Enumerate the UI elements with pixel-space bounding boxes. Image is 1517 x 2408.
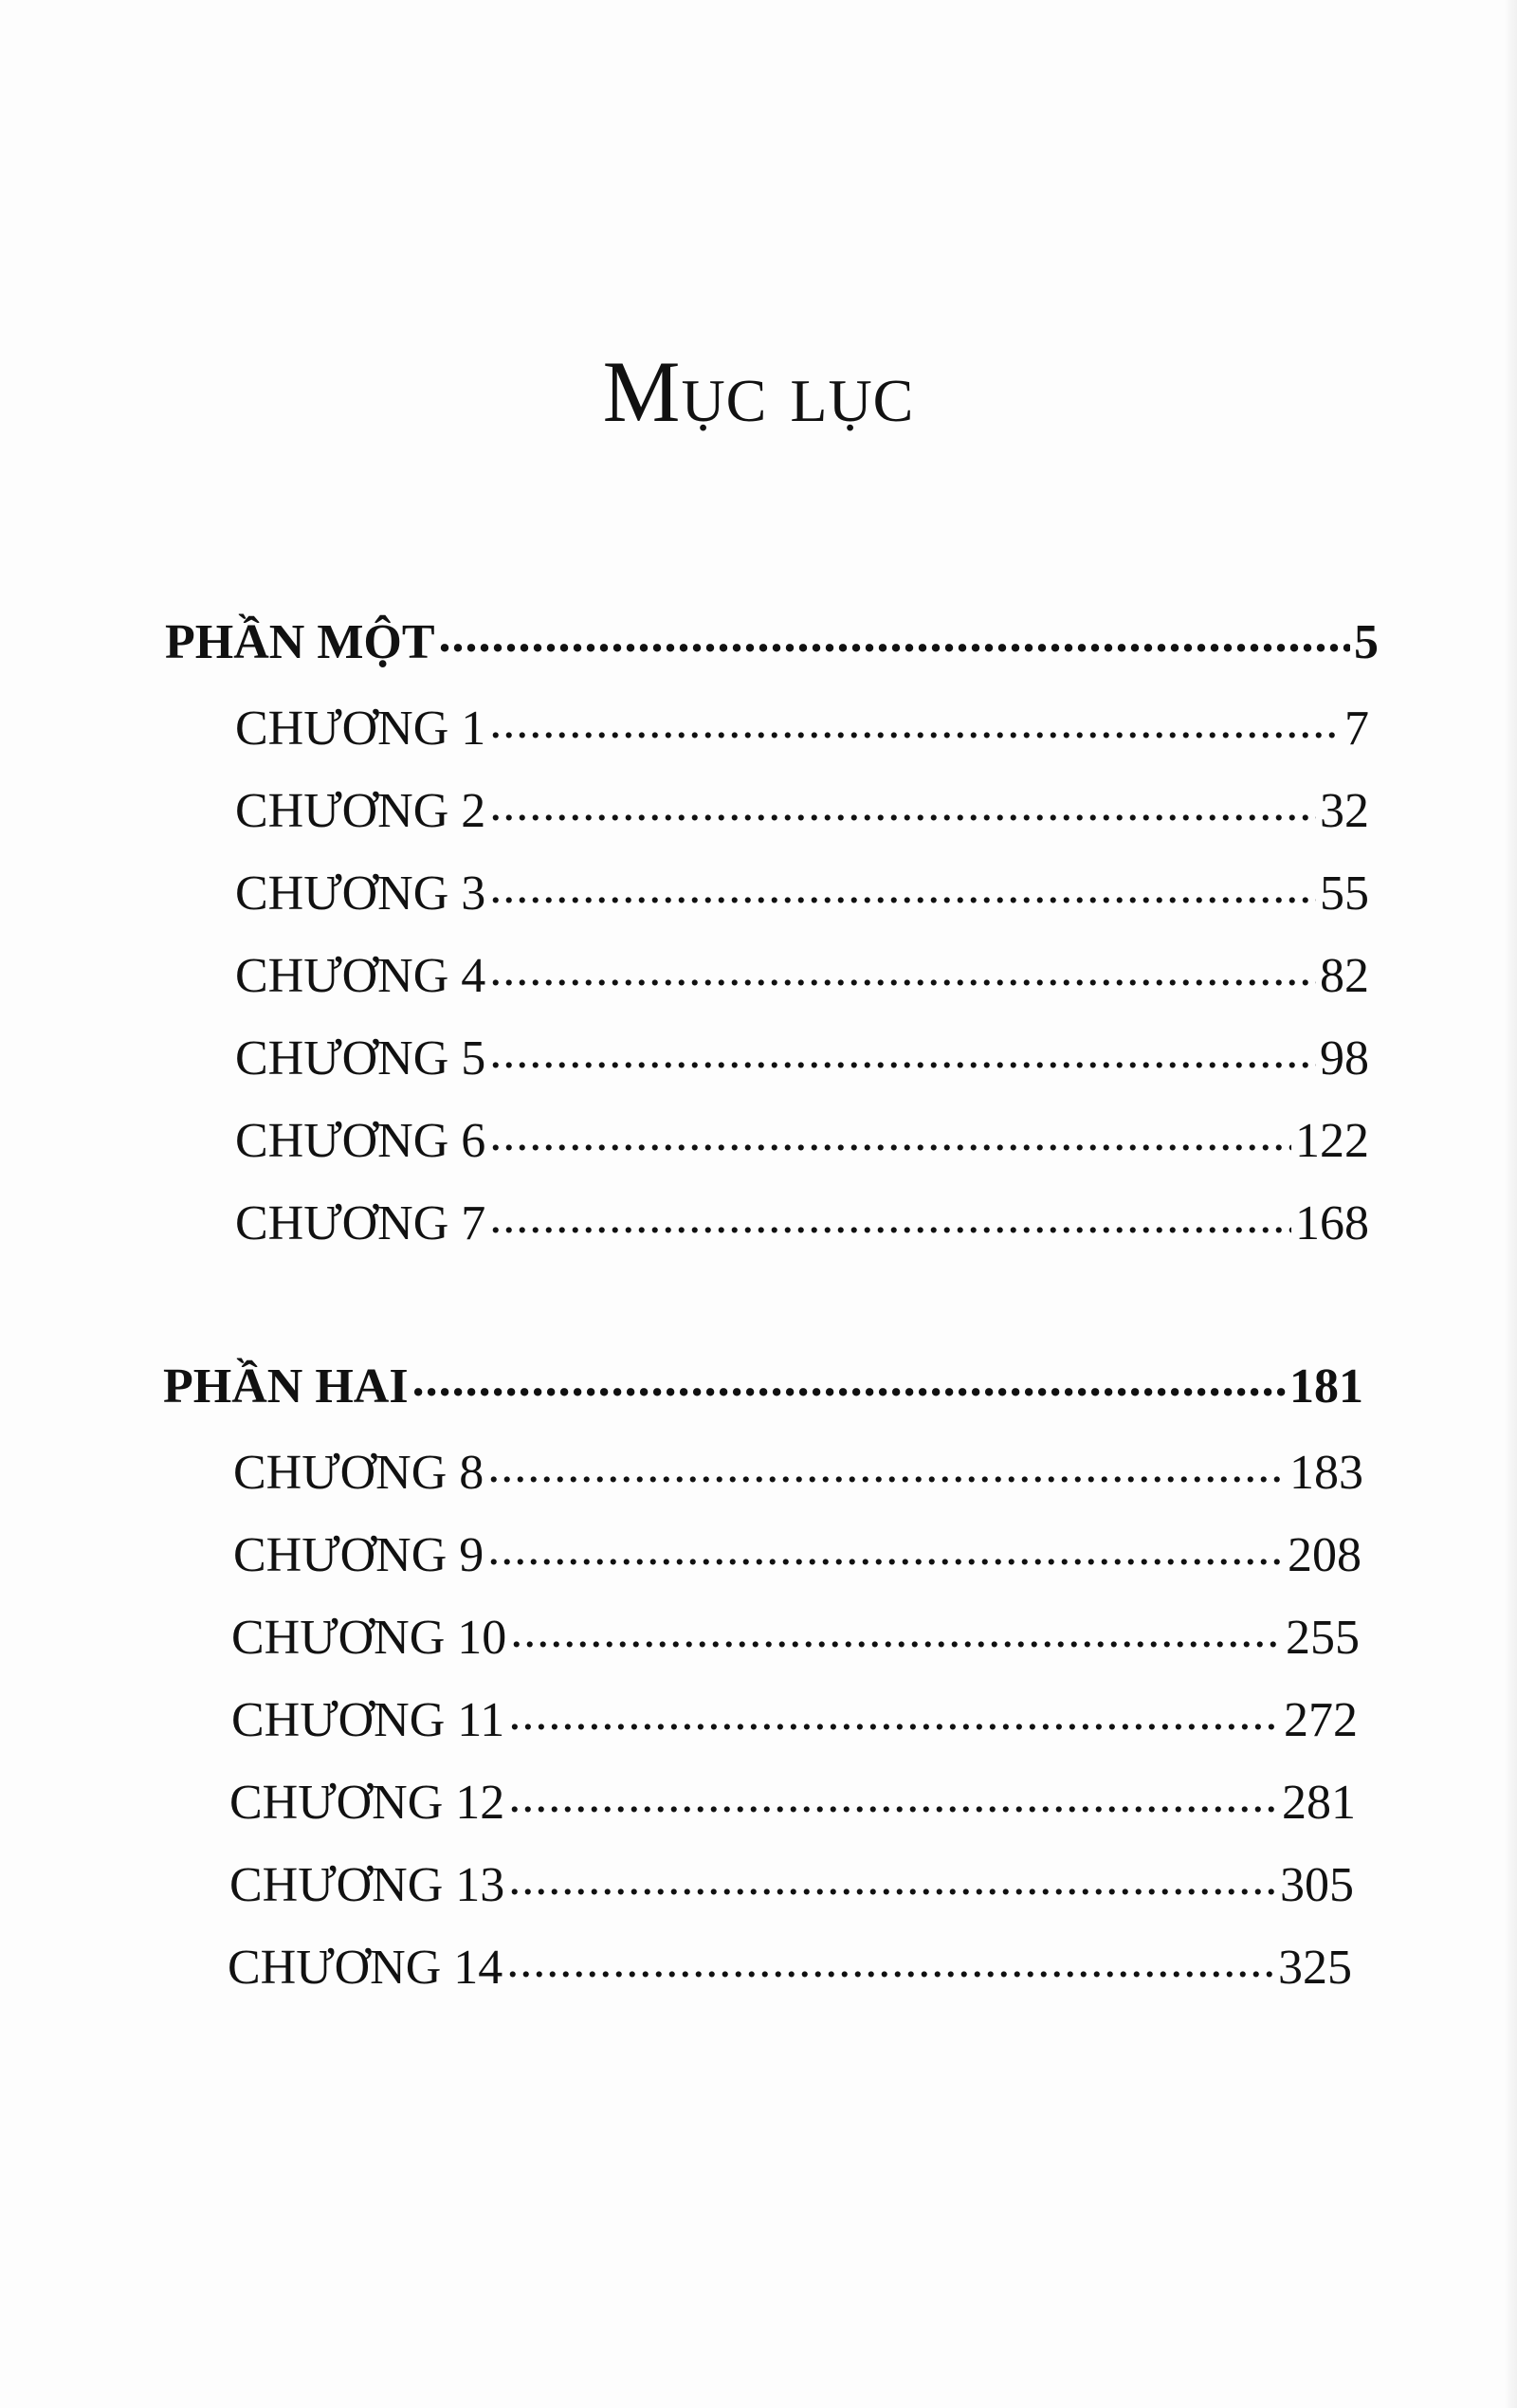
chapter-page-number: 255 [1286,1611,1360,1665]
chapter-label: CHƯƠNG 14 [228,1941,503,1995]
dot-leader [439,609,1350,658]
part-page-number: 181 [1289,1359,1363,1414]
chapter-label: CHƯƠNG 1 [235,702,486,756]
toc-chapter-8 [233,1439,1363,1501]
toc-chapter-14 [228,1934,1352,1996]
toc-title: Mục lục [602,343,915,440]
dot-leader [489,1025,1316,1074]
toc-chapter-5 [235,1025,1369,1086]
chapter-page-number: 32 [1320,784,1369,838]
dot-leader [506,1934,1274,1983]
chapter-page-number: 55 [1320,867,1369,921]
dot-leader [489,1107,1291,1157]
chapter-label: CHƯƠNG 12 [229,1776,505,1830]
chapter-label: CHƯƠNG 3 [235,867,486,921]
chapter-page-number: 98 [1320,1031,1369,1085]
part-label: PHẦN MỘT [165,615,435,669]
part-page-number: 5 [1354,615,1379,669]
chapter-page-number: 7 [1344,702,1369,756]
chapter-page-number: 281 [1282,1776,1356,1830]
toc-chapter-9 [233,1522,1362,1583]
toc-chapter-7 [235,1190,1369,1251]
dot-leader [508,1769,1278,1818]
dot-leader [489,777,1316,827]
chapter-label: CHƯƠNG 10 [231,1611,507,1665]
toc-chapter-1 [235,695,1369,757]
dot-leader [487,1522,1284,1571]
toc-chapter-2 [235,777,1369,839]
toc-part-two [163,1353,1363,1414]
toc-chapter-13 [229,1852,1354,1913]
toc-chapter-4 [235,942,1369,1004]
chapter-page-number: 183 [1289,1446,1363,1500]
dot-leader [508,1852,1276,1901]
chapter-page-number: 325 [1278,1941,1352,1995]
chapter-label: CHƯƠNG 8 [233,1446,484,1500]
dot-leader [489,695,1341,744]
chapter-page-number: 168 [1295,1196,1369,1250]
chapter-page-number: 82 [1320,949,1369,1003]
dot-leader [487,1439,1286,1488]
chapter-label: CHƯƠNG 9 [233,1528,484,1582]
part-label: PHẦN HAI [163,1359,409,1414]
toc-chapter-6 [235,1107,1369,1169]
chapter-label: CHƯƠNG 5 [235,1031,486,1085]
chapter-page-number: 272 [1284,1693,1358,1747]
chapter-label: CHƯƠNG 7 [235,1196,486,1250]
dot-leader [510,1604,1282,1653]
dot-leader [489,1190,1291,1239]
toc-part-one [165,609,1379,670]
dot-leader [412,1353,1286,1402]
chapter-page-number: 305 [1280,1858,1354,1912]
chapter-label: CHƯƠNG 4 [235,949,486,1003]
chapter-label: CHƯƠNG 13 [229,1858,505,1912]
toc-chapter-10 [231,1604,1360,1666]
chapter-label: CHƯƠNG 2 [235,784,486,838]
toc-chapter-3 [235,860,1369,921]
dot-leader [489,942,1316,992]
chapter-page-number: 208 [1288,1528,1362,1582]
toc-chapter-11 [231,1687,1358,1748]
chapter-label: CHƯƠNG 6 [235,1114,486,1168]
dot-leader [508,1687,1280,1736]
toc-chapter-12 [229,1769,1356,1831]
chapter-page-number: 122 [1295,1114,1369,1168]
dot-leader [489,860,1316,909]
chapter-label: CHƯƠNG 11 [231,1693,505,1747]
